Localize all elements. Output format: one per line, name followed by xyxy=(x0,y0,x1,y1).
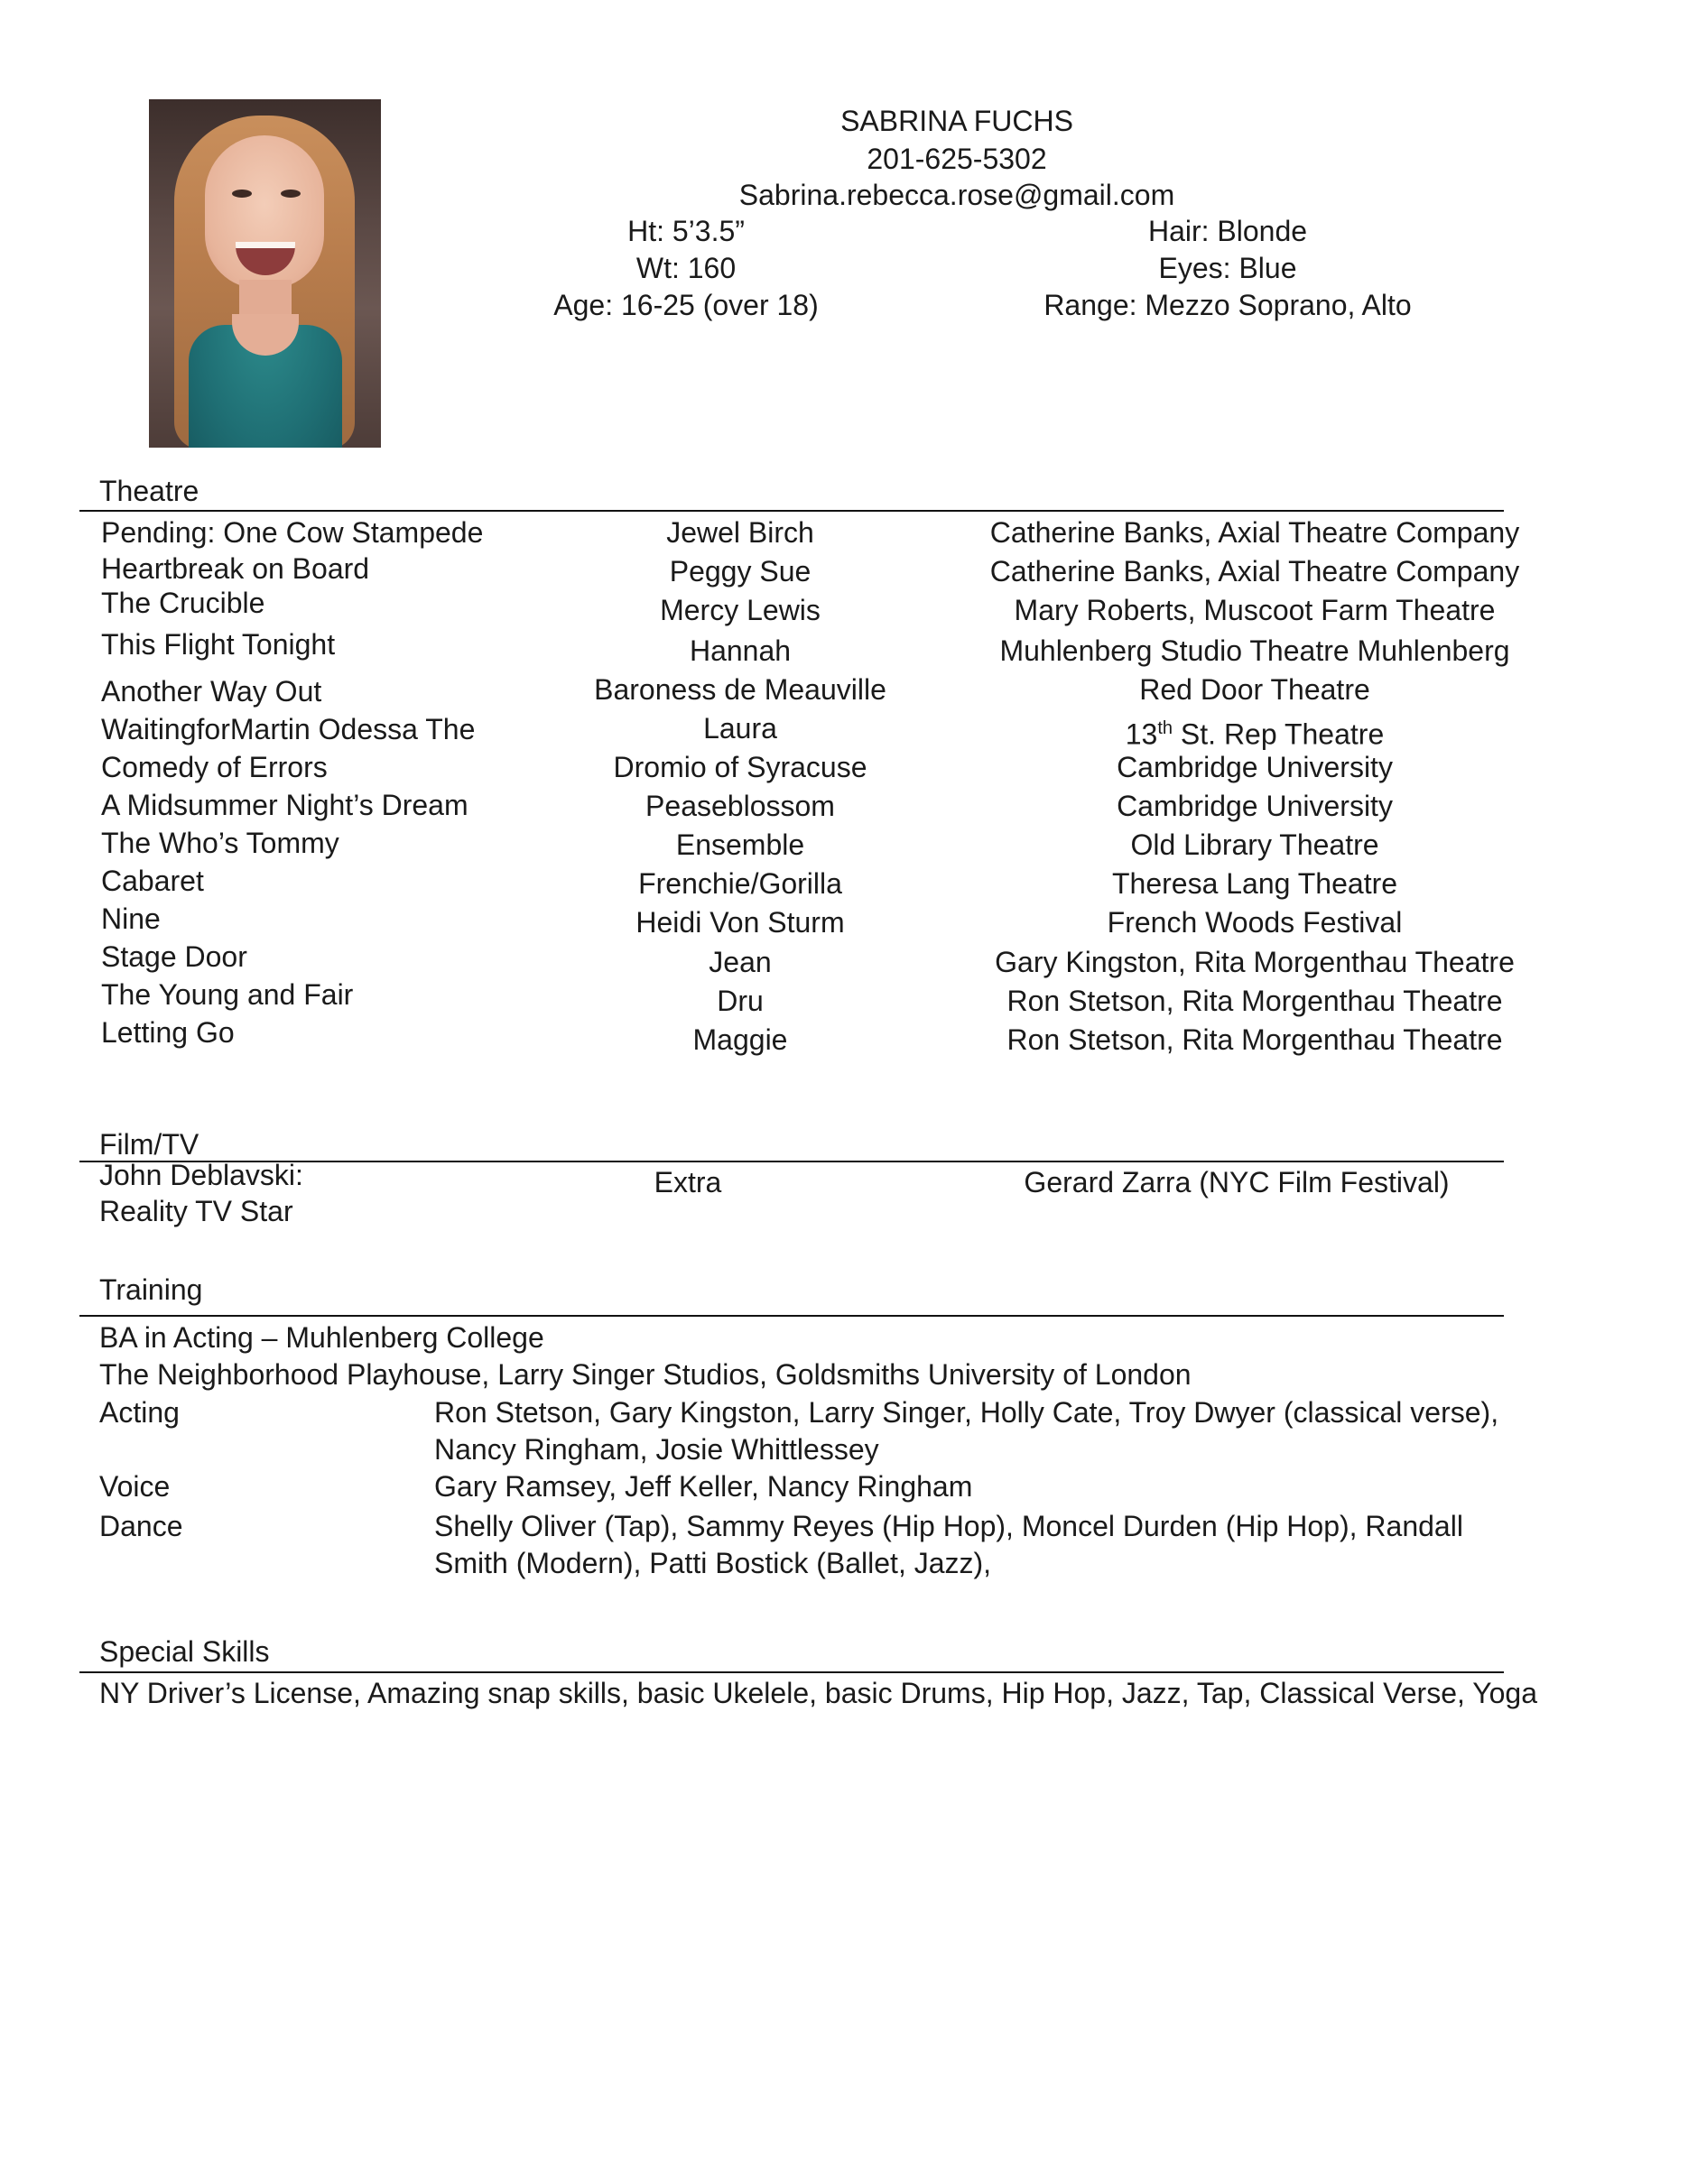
theatre-venue-number: 13 xyxy=(1125,717,1158,751)
theatre-venue: Old Library Theatre xyxy=(1130,828,1379,861)
dance-teachers-line2: Smith (Modern), Patti Bostick (Ballet, Jazz), xyxy=(434,1547,992,1579)
theatre-venue: Muhlenberg Studio Theatre Muhlenberg xyxy=(999,634,1510,667)
skills-divider xyxy=(79,1671,1504,1673)
theatre-role: Peaseblossom xyxy=(645,790,835,822)
theatre-show-title: Stage Door xyxy=(101,940,247,973)
theatre-show-title: A Midsummer Night’s Dream xyxy=(101,789,468,821)
voice-teachers: Gary Ramsey, Jeff Keller, Nancy Ringham xyxy=(434,1470,973,1503)
training-heading: Training xyxy=(99,1273,203,1306)
theatre-show-title: Comedy of Errors xyxy=(101,751,328,783)
film-heading: Film/TV xyxy=(99,1128,199,1161)
theatre-role: Heidi Von Sturm xyxy=(635,906,845,939)
skills-text: NY Driver’s License, Amazing snap skills, basic Ukelele, basic Drums, Hip Hop, Jazz, Tap, Classical Verse, Yoga xyxy=(99,1677,1537,1709)
theatre-show-title: WaitingforMartin Odessa The xyxy=(101,713,476,745)
training-schools: The Neighborhood Playhouse, Larry Singer Studios, Goldsmiths University of London xyxy=(99,1358,1192,1391)
dance-teachers-line1: Shelly Oliver (Tap), Sammy Reyes (Hip Hop), Moncel Durden (Hip Hop), Randall xyxy=(434,1510,1463,1542)
theatre-venue: Cambridge University xyxy=(1117,751,1393,783)
eyes-stat: Eyes: Blue xyxy=(1158,252,1297,284)
film-show-title-line1: John Deblavski: xyxy=(99,1159,303,1191)
phone-number: 201-625-5302 xyxy=(867,143,1047,175)
training-degree: BA in Acting – Muhlenberg College xyxy=(99,1321,544,1354)
acting-teachers-line1: Ron Stetson, Gary Kingston, Larry Singer, Holly Cate, Troy Dwyer (classical verse), xyxy=(434,1396,1499,1429)
vocal-range-stat: Range: Mezzo Soprano, Alto xyxy=(1043,289,1412,321)
theatre-divider xyxy=(79,510,1504,512)
theatre-show-title: Another Way Out xyxy=(101,675,322,708)
email-address: Sabrina.rebecca.rose@gmail.com xyxy=(738,179,1175,211)
theatre-heading: Theatre xyxy=(99,475,199,507)
film-venue: Gerard Zarra (NYC Film Festival) xyxy=(1024,1166,1450,1198)
theatre-role: Mercy Lewis xyxy=(660,594,821,626)
theatre-role: Maggie xyxy=(692,1023,788,1056)
dance-label: Dance xyxy=(99,1510,183,1542)
age-stat: Age: 16-25 (over 18) xyxy=(553,289,819,321)
theatre-role: Frenchie/Gorilla xyxy=(638,867,842,900)
acting-teachers-line2: Nancy Ringham, Josie Whittlessey xyxy=(434,1433,879,1466)
headshot-photo xyxy=(149,99,381,448)
acting-label: Acting xyxy=(99,1396,180,1429)
theatre-role: Laura xyxy=(703,712,777,745)
theatre-show-title: The Who’s Tommy xyxy=(101,827,339,859)
theatre-show-title: Heartbreak on Board xyxy=(101,552,370,585)
theatre-show-title: Nine xyxy=(101,902,161,935)
theatre-role: Jean xyxy=(709,946,772,978)
theatre-show-title: The Crucible xyxy=(101,587,265,619)
theatre-venue: Red Door Theatre xyxy=(1139,673,1370,706)
theatre-role: Hannah xyxy=(689,634,792,667)
training-divider xyxy=(79,1315,1504,1317)
hair-stat: Hair: Blonde xyxy=(1147,215,1308,247)
theatre-role: Dru xyxy=(717,985,764,1017)
theatre-venue: Gary Kingston, Rita Morgenthau Theatre xyxy=(995,946,1515,978)
height-stat: Ht: 5’3.5” xyxy=(627,215,745,247)
theatre-venue: Theresa Lang Theatre xyxy=(1111,867,1398,900)
theatre-venue: Ron Stetson, Rita Morgenthau Theatre xyxy=(1006,1023,1503,1056)
skills-heading: Special Skills xyxy=(99,1635,270,1668)
theatre-venue: Cambridge University xyxy=(1117,790,1393,822)
theatre-venue: French Woods Festival xyxy=(1107,906,1403,939)
film-show-title-line2: Reality TV Star xyxy=(99,1195,293,1227)
theatre-venue: Catherine Banks, Axial Theatre Company xyxy=(989,555,1520,588)
theatre-venue: Ron Stetson, Rita Morgenthau Theatre xyxy=(1006,985,1503,1017)
theatre-role: Ensemble xyxy=(675,828,805,861)
voice-label: Voice xyxy=(99,1470,171,1503)
theatre-show-title: This Flight Tonight xyxy=(101,628,336,661)
theatre-venue-ordinal: th xyxy=(1157,718,1173,738)
theatre-venue: Catherine Banks, Axial Theatre Company xyxy=(989,516,1520,549)
theatre-venue: Mary Roberts, Muscoot Farm Theatre xyxy=(1014,594,1496,626)
theatre-show-title: Letting Go xyxy=(101,1016,235,1049)
theatre-role: Peggy Sue xyxy=(669,555,812,588)
theatre-show-title: Pending: One Cow Stampede xyxy=(101,516,484,549)
weight-stat: Wt: 160 xyxy=(635,252,737,284)
film-role: Extra xyxy=(654,1166,722,1198)
theatre-show-title: Cabaret xyxy=(101,865,204,897)
theatre-show-title: The Young and Fair xyxy=(101,978,354,1011)
theatre-role: Jewel Birch xyxy=(666,516,814,549)
theatre-role: Dromio of Syracuse xyxy=(613,751,867,783)
resume-name: SABRINA FUCHS xyxy=(840,105,1073,137)
theatre-venue xyxy=(975,710,1535,753)
theatre-venue-name: St. Rep Theatre xyxy=(1173,717,1385,751)
theatre-role: Baroness de Meauville xyxy=(594,673,886,706)
